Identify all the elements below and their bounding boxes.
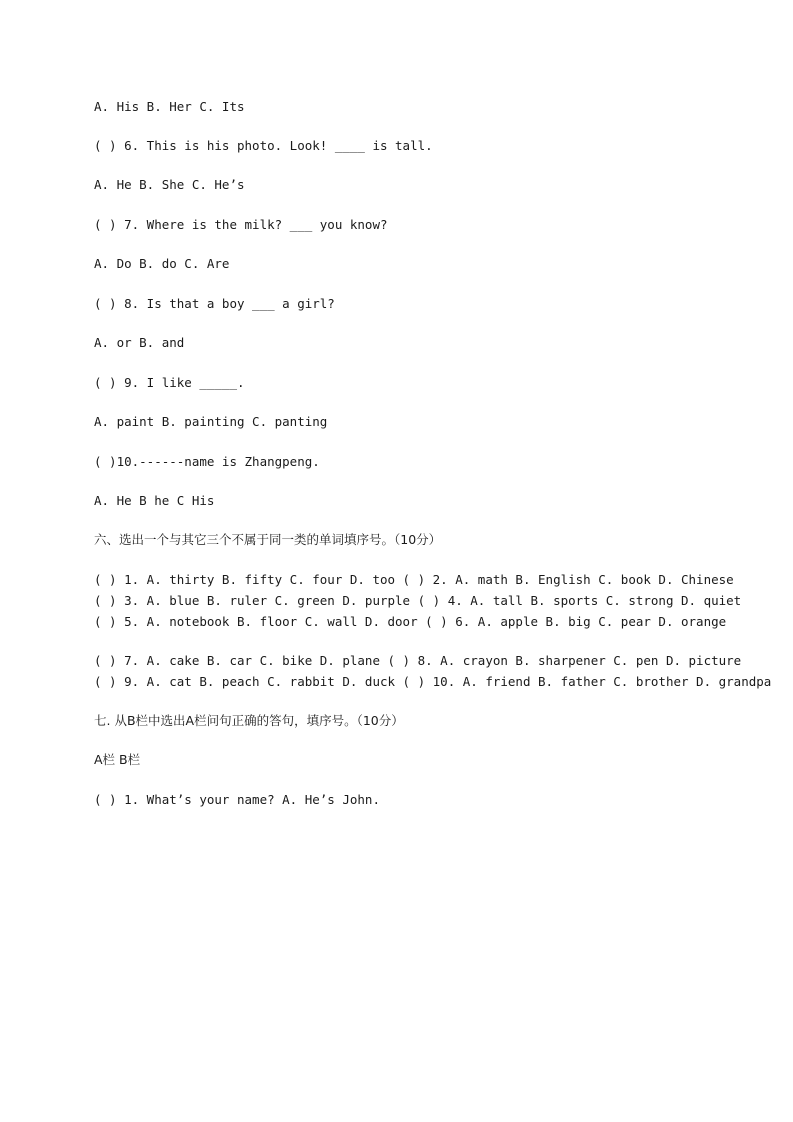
section-6-row: ( ) 7. A. cake B. car C. bike D. plane ( ) 8. A. crayon B. sharpener C. pen D. picture [94,653,742,668]
section-7-question-1: ( ) 1. What’s your name? A. He’s John. [94,792,380,807]
section-6-row: ( ) 5. A. notebook B. floor C. wall D. door ( ) 6. A. apple B. big C. pear D. orange [94,614,727,629]
question-7: ( ) 7. Where is the milk? ___ you know? [94,217,388,232]
section-6-row: ( ) 1. A. thirty B. fifty C. four D. too ( ) 2. A. math B. English C. book D. Chinese [94,572,734,587]
question-9: ( ) 9. I like _____. [94,375,245,390]
section-6-row: ( ) 9. A. cat B. peach C. rabbit D. duck ( ) 10. A. friend B. father C. brother D. grandpa [94,674,772,689]
answer-options-8: A. or B. and [94,335,185,350]
question-6: ( ) 6. This is his photo. Look! ____ is tall. [94,138,433,153]
answer-options-9: A. paint B. painting C. panting [94,414,328,429]
section-7-heading: 七. 从B栏中选出A栏问句正确的答句，填序号。（10分） [94,713,404,728]
section-6-heading: 六、选出一个与其它三个不属于同一类的单词填序号。（10分） [94,532,442,547]
answer-options-10: A. He B he C His [94,493,215,508]
answer-options-5: A. His B. Her C. Its [94,99,245,114]
section-7-column-labels: A栏 B栏 [94,752,141,767]
answer-options-6: A. He B. She C. He’s [94,177,245,192]
question-10: ( )10.------name is Zhangpeng. [94,454,320,469]
question-8: ( ) 8. Is that a boy ___ a girl? [94,296,335,311]
answer-options-7: A. Do B. do C. Are [94,256,230,271]
section-6-row: ( ) 3. A. blue B. ruler C. green D. purple ( ) 4. A. tall B. sports C. strong D. quiet [94,593,742,608]
